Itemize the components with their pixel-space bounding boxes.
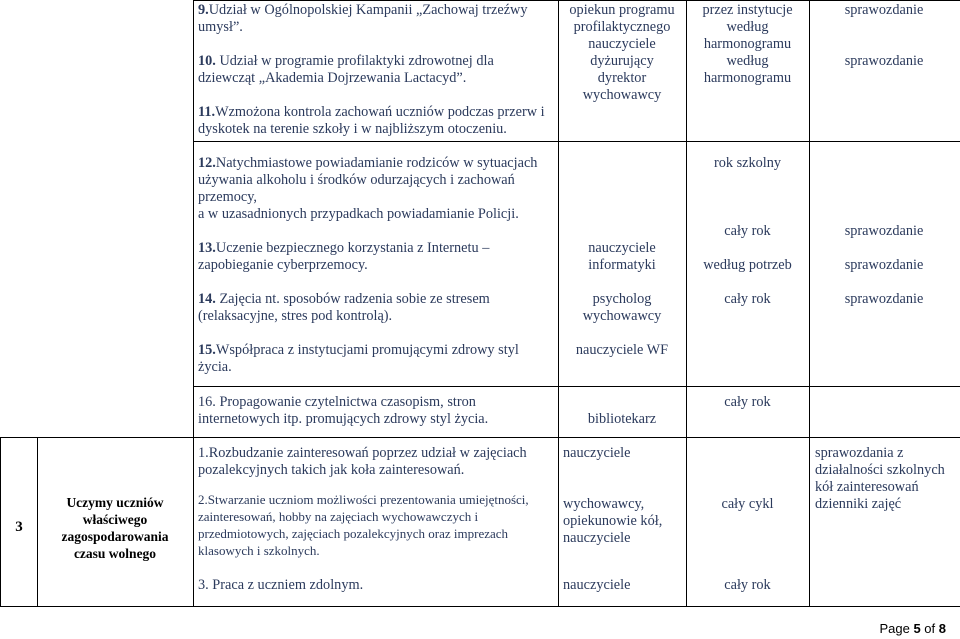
activity-item: 2.Stwarzanie uczniom możliwości prezentowania umiejętności, zainteresowań, hobby na zajęciach wychowawczych i przedmiotowych, zajęciach pozalekcyjnych oraz imprezach klasowych i szkolnych.: [198, 492, 529, 558]
deadline-item: rok szkolny: [713, 155, 782, 171]
evaluation-item: sprawozdanie: [844, 223, 924, 239]
deadline-cell-r1: [690, 2, 805, 87]
responsible-cell-r2: [562, 240, 682, 358]
activities-cell-r1: [198, 2, 554, 36]
activities-cell-r1b: [198, 53, 554, 138]
responsible-item: bibliotekarz: [587, 411, 657, 427]
activities-cell-r4b: [198, 577, 554, 594]
page-number: Page 5 of 8: [879, 621, 946, 636]
evaluation-item: dzienniki zajęć: [815, 496, 902, 512]
col-divider-activities: [558, 0, 559, 607]
deadline-item: według harmonogramu: [703, 53, 792, 86]
col-divider-number: [37, 437, 38, 607]
activity-item: 3. Praca z uczniem zdolnym.: [198, 577, 364, 593]
table-border-top: [193, 0, 960, 1]
evaluation-item: sprawozdanie: [844, 257, 924, 273]
deadline-cell-r4: [690, 496, 805, 513]
table-row-divider-1: [193, 141, 960, 142]
responsible-cell-r3: [562, 411, 682, 428]
responsible-cell-r4b: [563, 496, 683, 547]
table-row-divider-2: [193, 386, 960, 387]
deadline-item: przez instytucje: [702, 2, 793, 18]
deadline-cell-r3: [690, 394, 805, 411]
evaluation-item: sprawozdania z działalności szkolnych kół zainteresowań: [815, 445, 945, 495]
table-row-divider-3: [0, 437, 960, 438]
responsible-item: nauczyciele WF: [575, 342, 669, 358]
activity-item: 14. Zajęcia nt. sposobów radzenia sobie ze stresem (relaksacyjne, stres pod kontrolą).: [198, 291, 490, 324]
deadline-item: cały cykl: [721, 496, 774, 512]
activity-item: 15.Współpraca z instytucjami promującymi zdrowy styl życia.: [198, 342, 519, 375]
col-divider-deadline: [809, 0, 810, 607]
activities-cell-r2: [198, 155, 554, 376]
activity-item: 9.Udział w Ogólnopolskiej Kampanii „Zachowaj trzeźwy umysł”.: [198, 2, 528, 35]
evaluation-cell-r2: [813, 223, 955, 307]
col-divider-responsible: [686, 0, 687, 607]
evaluation-item: sprawozdanie: [844, 2, 924, 18]
evaluation-cell-r1: [813, 2, 955, 70]
activities-cell-r4: [198, 445, 554, 559]
deadline-item: cały rok: [724, 577, 771, 593]
activity-item: 13.Uczenie bezpiecznego korzystania z Internetu – zapobieganie cyberprzemocy.: [198, 240, 490, 273]
table-border-bottom: [0, 606, 960, 607]
activity-item: 12.Natychmiastowe powiadamianie rodziców w sytuacjach używania alkoholu i środków odurzających i zachowań przemocy,: [198, 155, 538, 205]
evaluation-item: sprawozdanie: [844, 291, 924, 307]
activity-item: 10. Udział w programie profilaktyki zdrowotnej dla dziewcząt „Akademia Dojrzewania Lactacyd”.: [198, 53, 494, 86]
activity-item: a w uzasadnionych przypadkach powiadamianie Policji.: [198, 206, 519, 222]
responsible-item: dyrektor wychowawcy: [582, 70, 662, 103]
activities-cell-r3: [198, 394, 554, 428]
deadline-item: według harmonogramu: [703, 19, 792, 52]
col-divider-task: [193, 0, 194, 607]
deadline-cell-r2b: [690, 223, 805, 307]
deadline-item: cały rok: [724, 291, 771, 307]
responsible-item: nauczyciele informatyki: [588, 240, 656, 273]
activity-item: 1.Rozbudzanie zainteresowań poprzez udział w zajęciach pozalekcyjnych takich jak koła zainteresowań.: [198, 445, 527, 478]
responsible-cell-r4: [563, 445, 683, 462]
responsible-cell-r4c: [563, 577, 683, 594]
responsible-item: wychowawcy, opiekunowie kół, nauczyciele: [563, 496, 663, 546]
evaluation-item: sprawozdanie: [844, 53, 924, 69]
responsible-item: nauczyciele: [563, 445, 631, 461]
deadline-item: według potrzeb: [703, 257, 792, 273]
responsible-item: opiekun programu profilaktycznego: [569, 2, 675, 35]
deadline-cell-r2: [690, 155, 805, 172]
task-title: Uczymy uczniów właściwego zagospodarowania czasu wolnego: [61, 495, 169, 561]
deadline-item: cały rok: [724, 394, 771, 410]
responsible-item: psycholog wychowawcy: [582, 291, 662, 324]
task-number: 3: [15, 519, 23, 535]
responsible-cell-r1: [562, 2, 682, 104]
responsible-item: nauczyciele dyżurujący: [588, 36, 656, 69]
responsible-item: nauczyciele: [563, 577, 631, 593]
activity-item: 16. Propagowanie czytelnictwa czasopism, stron internetowych itp. promujących zdrowy styl życia.: [198, 394, 489, 427]
deadline-cell-r4b: [690, 577, 805, 594]
evaluation-cell-r4: [815, 445, 955, 513]
deadline-item: cały rok: [724, 223, 771, 239]
activity-item: 11.Wzmożona kontrola zachowań uczniów podczas przerw i dyskotek na terenie szkoły i w najbliższym otoczeniu.: [198, 104, 545, 137]
